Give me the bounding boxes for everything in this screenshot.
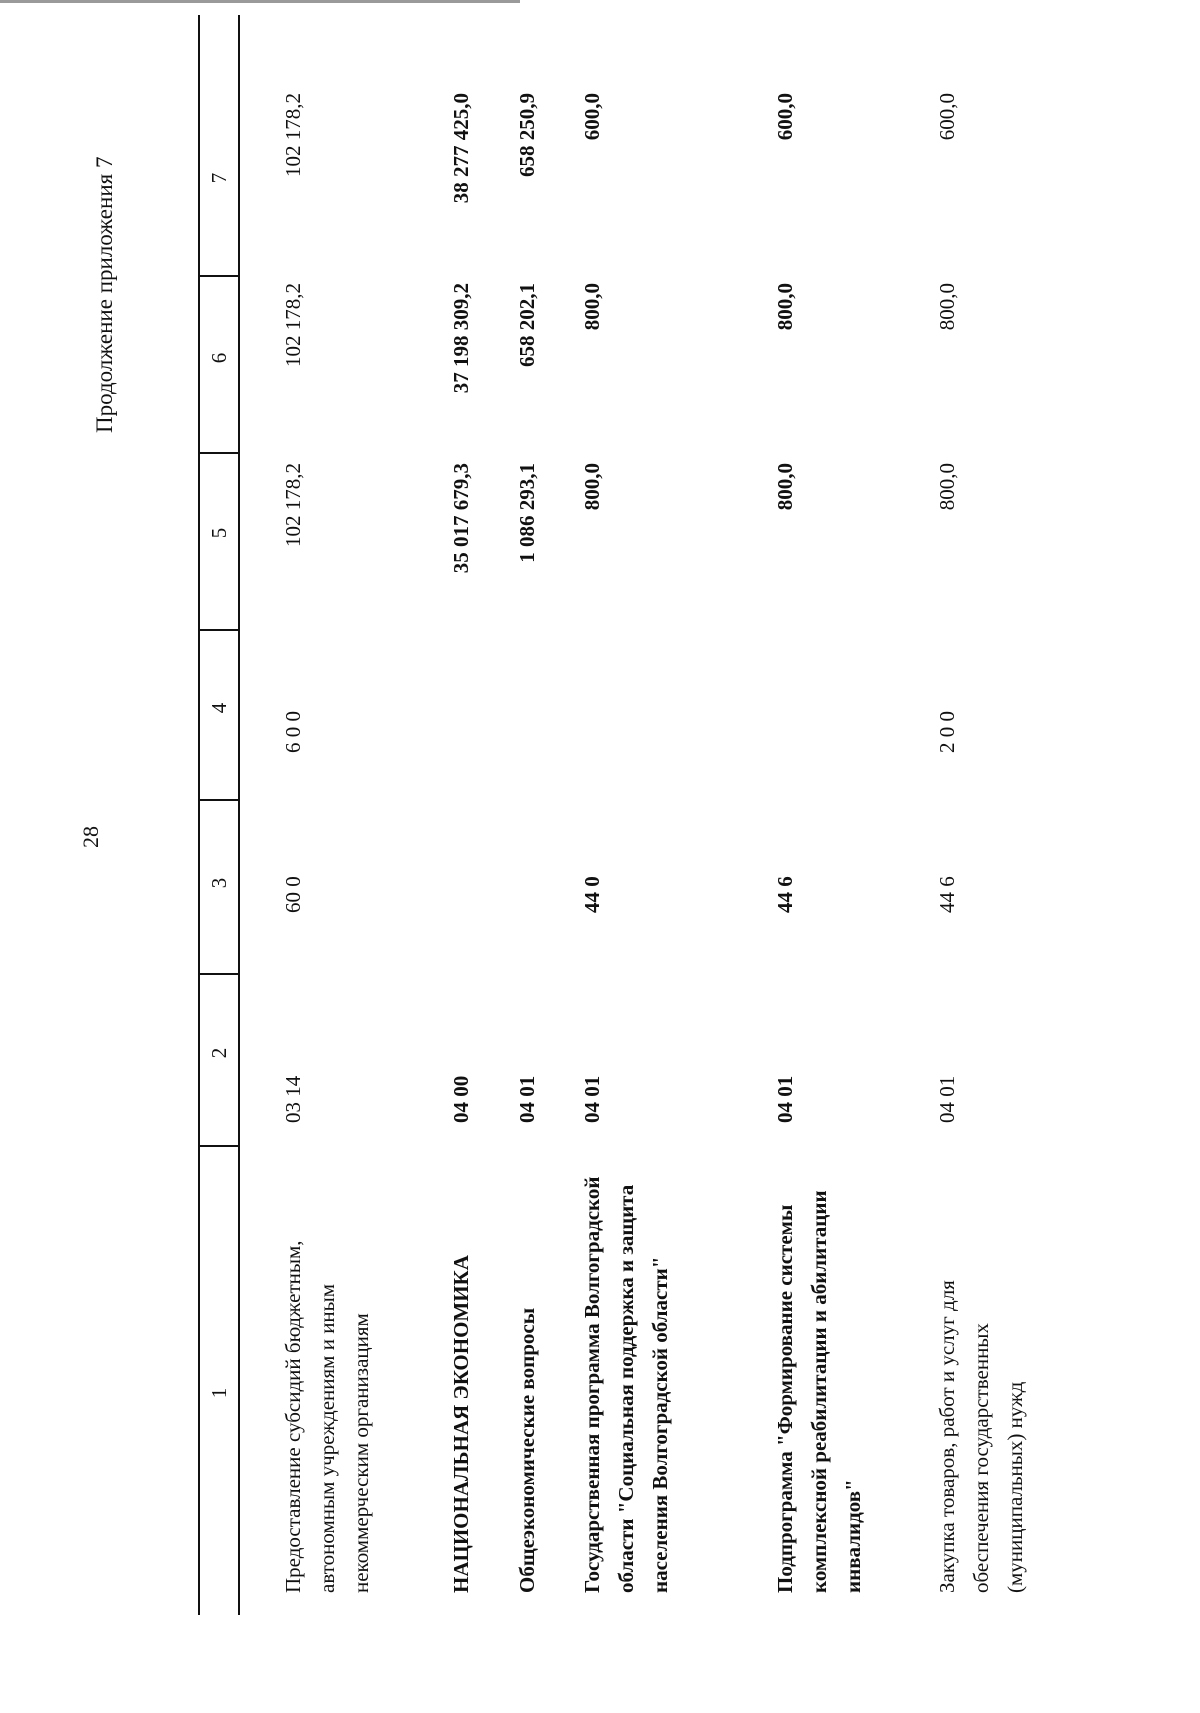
row-section-code: 04 01 bbox=[935, 1075, 959, 1123]
row-value-5: 800,0 bbox=[773, 463, 797, 511]
table-top-rule bbox=[198, 15, 200, 1615]
column-header-1: 1 bbox=[207, 1387, 231, 1399]
row-value-6: 658 202,1 bbox=[515, 283, 539, 367]
column-header-4: 4 bbox=[207, 702, 231, 714]
column-header-2: 2 bbox=[207, 1047, 231, 1059]
row-program-code: 60 0 bbox=[281, 876, 305, 913]
column-header-5: 5 bbox=[207, 527, 231, 539]
row-value-6: 800,0 bbox=[935, 283, 959, 331]
header-separator bbox=[198, 1145, 240, 1147]
row-name: Подпрограмма "Формирование системы комплексной реабилитации и абилитации инвалидов" bbox=[773, 1190, 865, 1593]
header-separator bbox=[198, 275, 240, 277]
header-separator bbox=[198, 452, 240, 454]
row-value-5: 102 178,2 bbox=[281, 463, 305, 547]
row-value-7: 600,0 bbox=[935, 93, 959, 141]
row-value-7: 600,0 bbox=[580, 93, 604, 141]
row-name: НАЦИОНАЛЬНАЯ ЭКОНОМИКА bbox=[449, 1255, 473, 1593]
row-value-6: 800,0 bbox=[773, 283, 797, 331]
header-separator bbox=[198, 629, 240, 631]
row-section-code: 04 01 bbox=[515, 1075, 539, 1123]
row-program-code: 44 6 bbox=[773, 876, 797, 913]
row-value-6: 37 198 309,2 bbox=[449, 283, 473, 394]
row-expense-type: 6 0 0 bbox=[281, 711, 305, 753]
table-header-rule bbox=[238, 15, 240, 1615]
row-section-code: 04 01 bbox=[773, 1075, 797, 1123]
continuation-label: Продолжение приложения 7 bbox=[92, 156, 117, 433]
row-value-6: 102 178,2 bbox=[281, 283, 305, 367]
row-value-5: 800,0 bbox=[935, 463, 959, 511]
row-value-7: 38 277 425,0 bbox=[449, 93, 473, 204]
row-name: Закупка товаров, работ и услуг для обеспечения государственных (муниципальных) нужд bbox=[935, 1280, 1027, 1593]
row-name: Предоставление субсидий бюджетным, автономным учреждениям и иным некоммерческим организациям bbox=[281, 1240, 373, 1593]
row-value-5: 800,0 bbox=[580, 463, 604, 511]
header-separator bbox=[198, 799, 240, 801]
header-separator bbox=[198, 973, 240, 975]
row-value-7: 600,0 bbox=[773, 93, 797, 141]
row-section-code: 04 01 bbox=[580, 1075, 604, 1123]
row-section-code: 03 14 bbox=[281, 1075, 305, 1123]
column-header-6: 6 bbox=[207, 352, 231, 364]
row-value-5: 1 086 293,1 bbox=[515, 463, 539, 563]
row-section-code: 04 00 bbox=[449, 1075, 473, 1123]
row-program-code: 44 6 bbox=[935, 876, 959, 913]
page-number: 28 bbox=[78, 826, 103, 848]
row-expense-type: 2 0 0 bbox=[935, 711, 959, 753]
row-value-5: 35 017 679,3 bbox=[449, 463, 473, 574]
row-program-code: 44 0 bbox=[580, 876, 604, 913]
column-header-7: 7 bbox=[207, 172, 231, 184]
row-value-7: 658 250,9 bbox=[515, 93, 539, 177]
row-value-6: 800,0 bbox=[580, 283, 604, 331]
row-name: Государственная программа Волгоградской области "Социальная поддержка и защита населения Волгоградской области" bbox=[580, 1176, 672, 1593]
row-value-7: 102 178,2 bbox=[281, 93, 305, 177]
row-name: Общеэкономические вопросы bbox=[515, 1307, 539, 1593]
column-header-3: 3 bbox=[207, 877, 231, 889]
